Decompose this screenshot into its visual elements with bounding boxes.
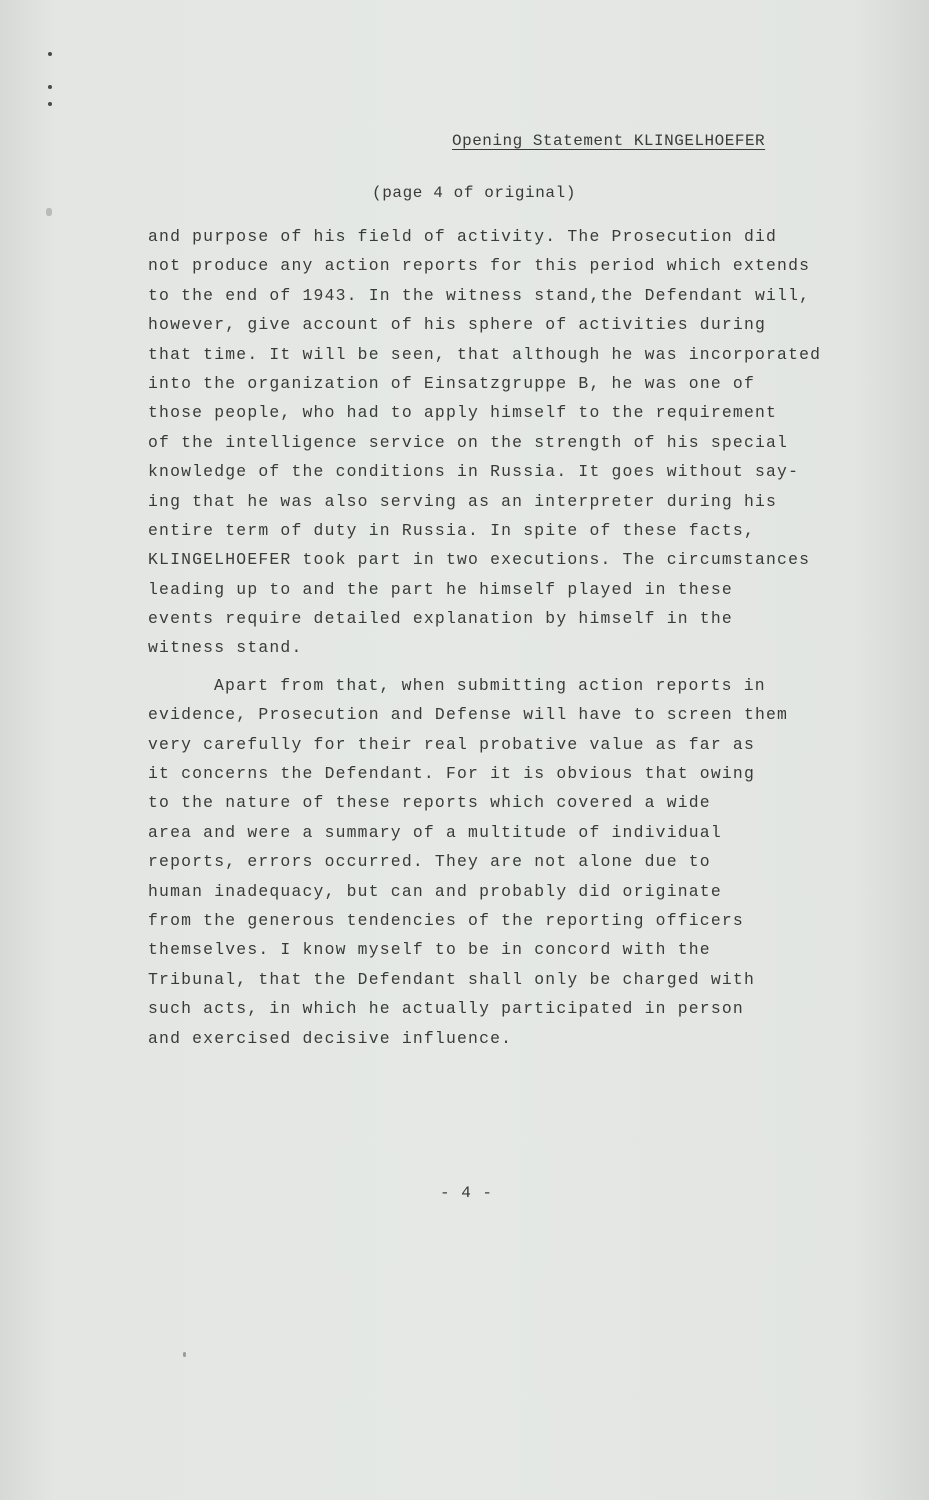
text-line: from the generous tendencies of the reporting officers: [148, 910, 744, 930]
text-line: and purpose of his field of activity. The Prosecution did: [148, 227, 778, 246]
text-line: reports, errors occurred. They are not alone due to: [148, 852, 711, 872]
text-line: such acts, in which he actually participated in person: [148, 999, 744, 1019]
punch-mark: [48, 85, 52, 89]
text-line: entire term of duty in Russia. In spite of these facts,: [148, 520, 755, 540]
text-line: those people, who had to apply himself to the requirement: [148, 403, 778, 423]
text-line: themselves. I know myself to be in concord with the: [148, 940, 711, 960]
text-line: events require detailed explanation by himself in the: [148, 609, 733, 629]
header-title: Opening Statement KLINGELHOEFER: [452, 132, 766, 150]
text-line: leading up to and the part he himself played in these: [148, 579, 733, 599]
text-line: into the organization of Einsatzgruppe B, he was one of: [148, 373, 755, 393]
text-line: that time. It will be seen, that although he was incorporated: [148, 344, 822, 364]
text-line: of the intelligence service on the strength of his special: [148, 432, 789, 452]
text-line: area and were a summary of a multitude of individual: [148, 822, 722, 842]
text-line: however, give account of his sphere of activities during: [148, 315, 767, 335]
paper-speck: [183, 1352, 186, 1357]
text-line: it concerns the Defendant. For it is obvious that owing: [148, 764, 755, 784]
punch-mark: [48, 52, 52, 56]
text-line: to the nature of these reports which covered a wide: [148, 793, 711, 813]
text-line: Tribunal, that the Defendant shall only be charged with: [148, 969, 755, 989]
text-line: ing that he was also serving as an interpreter during his: [148, 491, 778, 511]
text-line: knowledge of the conditions in Russia. It goes without say-: [148, 462, 800, 482]
text-line: witness stand.: [148, 638, 303, 658]
paper-speck: [46, 208, 52, 216]
text-line: Apart from that, when submitting action reports in: [214, 675, 766, 695]
text-line: and exercised decisive influence.: [148, 1028, 513, 1048]
text-line: to the end of 1943. In the witness stand,the Defendant will,: [148, 285, 811, 305]
page-reference: (page 4 of original): [372, 184, 577, 202]
punch-mark: [48, 102, 52, 106]
text-line: not produce any action reports for this period which extends: [148, 256, 811, 276]
text-line: KLINGELHOEFER took part in two executions. The circumstances: [148, 550, 811, 570]
text-line: very carefully for their real probative value as far as: [148, 734, 755, 754]
text-line: human inadequacy, but can and probably did originate: [148, 881, 722, 901]
document-body: [148, 222, 878, 1053]
page-number: - 4 -: [440, 1184, 494, 1202]
text-line: evidence, Prosecution and Defense will have to screen them: [148, 705, 789, 725]
